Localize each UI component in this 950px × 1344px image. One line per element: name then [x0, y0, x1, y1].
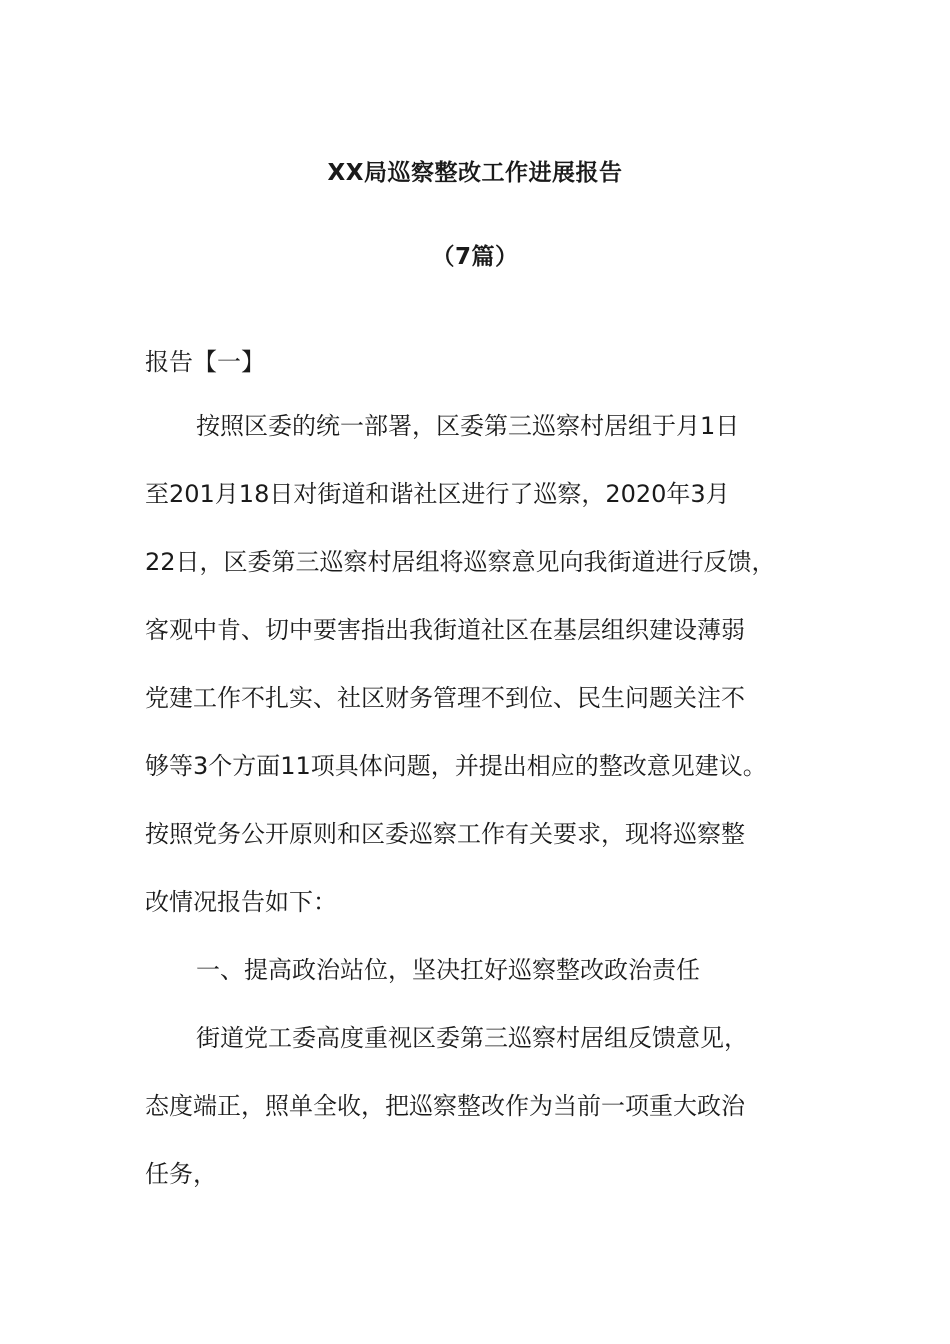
document-subtitle: （7篇）: [431, 244, 519, 270]
paragraph-line: 22日，区委第三巡察村居组将巡察意见向我街道进行反馈，: [145, 548, 776, 576]
document-title: XX局巡察整改工作进展报告: [327, 160, 623, 186]
paragraph-line: 按照党务公开原则和区委巡察工作有关要求，现将巡察整: [145, 820, 745, 848]
paragraph-line: 至201月18日对街道和谐社区进行了巡察，2020年3月: [145, 480, 730, 508]
paragraph-line: 够等3个方面11项具体问题，并提出相应的整改意见建议。: [145, 752, 767, 780]
paragraph-line: 态度端正，照单全收，把巡察整改作为当前一项重大政治: [145, 1092, 745, 1120]
paragraph-line: 改情况报告如下：: [145, 888, 337, 916]
paragraph-line: 按照区委的统一部署，区委第三巡察村居组于月1日: [196, 412, 740, 440]
paragraph-line: 任务，: [145, 1160, 217, 1188]
paragraph-line: 客观中肯、切中要害指出我街道社区在基层组织建设薄弱: [145, 616, 745, 644]
paragraph-line: 街道党工委高度重视区委第三巡察村居组反馈意见，: [196, 1024, 748, 1052]
subsection-heading: 一、提高政治站位，坚决扛好巡察整改政治责任: [196, 956, 700, 984]
paragraph-line: 党建工作不扎实、社区财务管理不到位、民生问题关注不: [145, 684, 745, 712]
section-heading: 报告【一】: [145, 348, 265, 376]
